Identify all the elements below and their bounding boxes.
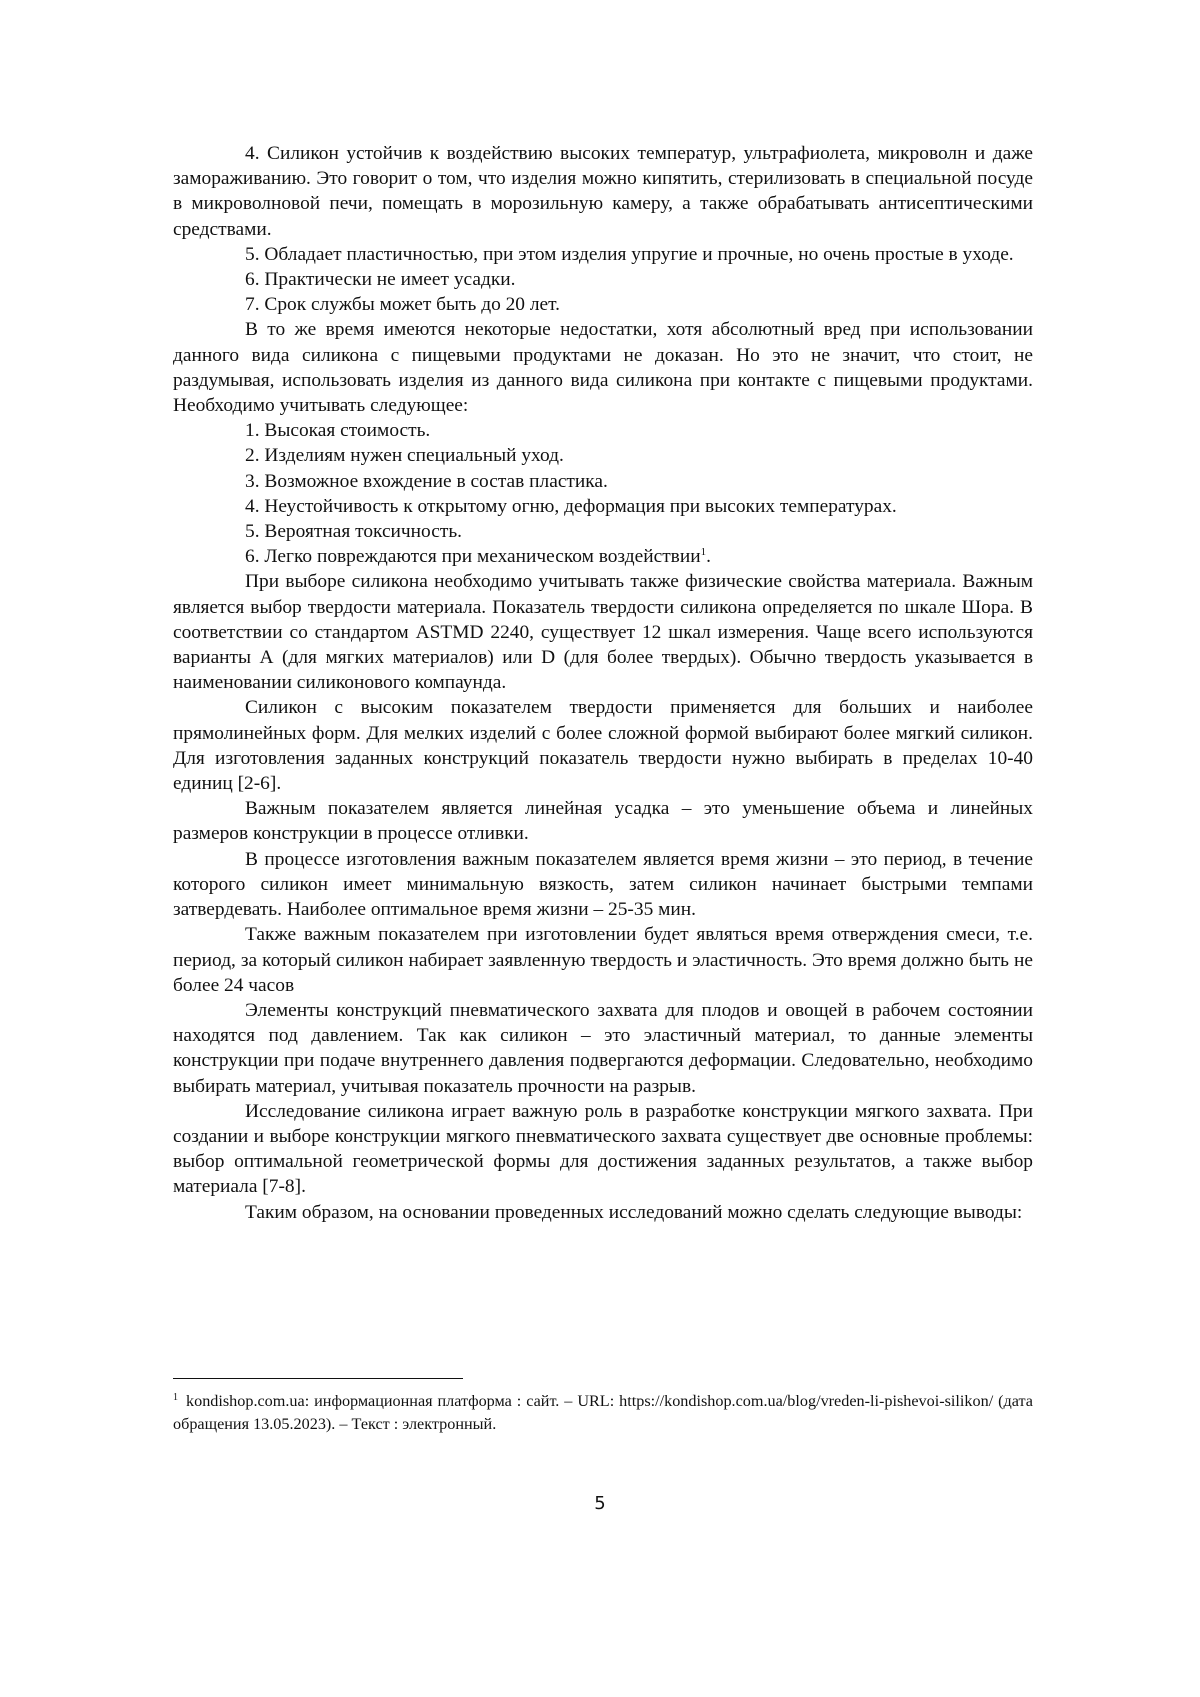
paragraph: При выборе силикона необходимо учитывать также физические свойства материала. Важным является выбор твердости материала. Показатель твердости силикона определяется по шкале Шора. В соответствии со стандартом ASTMD 2240, существует 12 шкал измерения. Чаще всего используются варианты А (для мягких материалов) или D (для более твердых). Обычно твердость указывается в наименовании силиконового компаунда. (173, 571, 1033, 694)
body-text (173, 141, 1033, 1225)
footnote-marker: 1 (173, 1392, 178, 1403)
paragraph: 5. Обладает пластичностью, при этом изделия упругие и прочные, но очень простые в уходе. (245, 243, 1014, 265)
paragraph: Силикон с высоким показателем твердости применяется для больших и наиболее прямолинейных форм. Для мелких изделий с более сложной формой выбирают более мягкий силикон. Для изготовления заданных конструкций показатель твердости нужно выбирать в пределах 10-40 единиц [2-6]. (173, 697, 1033, 795)
list-item-period: . (706, 546, 711, 568)
paragraph: В процессе изготовления важным показателем является время жизни – это период, в течение которого силикон имеет минимальную вязкость, затем силикон начинает быстрыми темпами затвердевать. Наиболее оптимальное время жизни – 25-35 мин. (173, 848, 1033, 921)
footnote-reference[interactable]: 1 (700, 546, 707, 559)
list-item: 5. Вероятная токсичность. (245, 521, 463, 543)
list-item: 2. Изделиям нужен специальный уход. (245, 445, 564, 467)
page-number: 5 (594, 1493, 606, 1514)
paragraph: 6. Практически не имеет усадки. (245, 269, 516, 291)
footnote-text: kondishop.com.ua: информационная платформа : сайт. – URL: https://kondishop.com.ua/blog/vreden-li-pishevoi-silikon/ (дата обращения 13.05.2023). – Текст : электронный. (173, 1392, 1033, 1433)
list-item-with-footnote (173, 544, 1033, 569)
paragraph: Исследование силикона играет важную роль в разработке конструкции мягкого захвата. При создании и выборе конструкции мягкого пневматического захвата существует две основные проблемы: выбор оптимальной геометрической формы для достижения заданных результатов, а также выбор материала [7-8]. (173, 1100, 1033, 1198)
list-item: 3. Возможное вхождение в состав пластика. (245, 470, 608, 492)
footnote-separator (173, 1378, 463, 1379)
footnote (173, 1390, 1033, 1436)
list-item-text: 6. Легко повреждаются при механическом воздействии (245, 546, 701, 568)
list-item: 1. Высокая стоимость. (245, 420, 431, 442)
list-item: 4. Неустойчивость к открытому огню, деформация при высоких температурах. (245, 495, 897, 517)
paragraph: Также важным показателем при изготовлении будет являться время отверждения смеси, т.е. период, за который силикон набирает заявленную твердость и эластичность. Это время должно быть не более 24 часов (173, 924, 1033, 996)
paragraph: Таким образом, на основании проведенных исследований можно сделать следующие выводы: (245, 1201, 1023, 1223)
paragraph: 7. Срок службы может быть до 20 лет. (245, 294, 560, 316)
paragraph: Важным показателем является линейная усадка – это уменьшение объема и линейных размеров конструкции в процессе отливки. (173, 798, 1033, 845)
paragraph: Элементы конструкций пневматического захвата для плодов и овощей в рабочем состоянии находятся под давлением. Так как силикон – это эластичный материал, то данные элементы конструкции при подаче внутреннего давления подвергаются деформации. Следовательно, необходимо выбирать материал, учитывая показатель прочности на разрыв. (173, 999, 1033, 1097)
paragraph: 4. Силикон устойчив к воздействию высоких температур, ультрафиолета, микроволн и даже замораживанию. Это говорит о том, что изделия можно кипятить, стерилизовать в специальной посуде в микроволновой печи, помещать в морозильную камеру, а также обрабатывать антисептическими средствами. (173, 143, 1033, 240)
paragraph: В то же время имеются некоторые недостатки, хотя абсолютный вред при использовании данного вида силикона с пищевыми продуктами не доказан. Но это не значит, что стоит, не раздумывая, использовать изделия из данного вида силикона при контакте с пищевыми продуктами. Необходимо учитывать следующее: (173, 319, 1033, 417)
